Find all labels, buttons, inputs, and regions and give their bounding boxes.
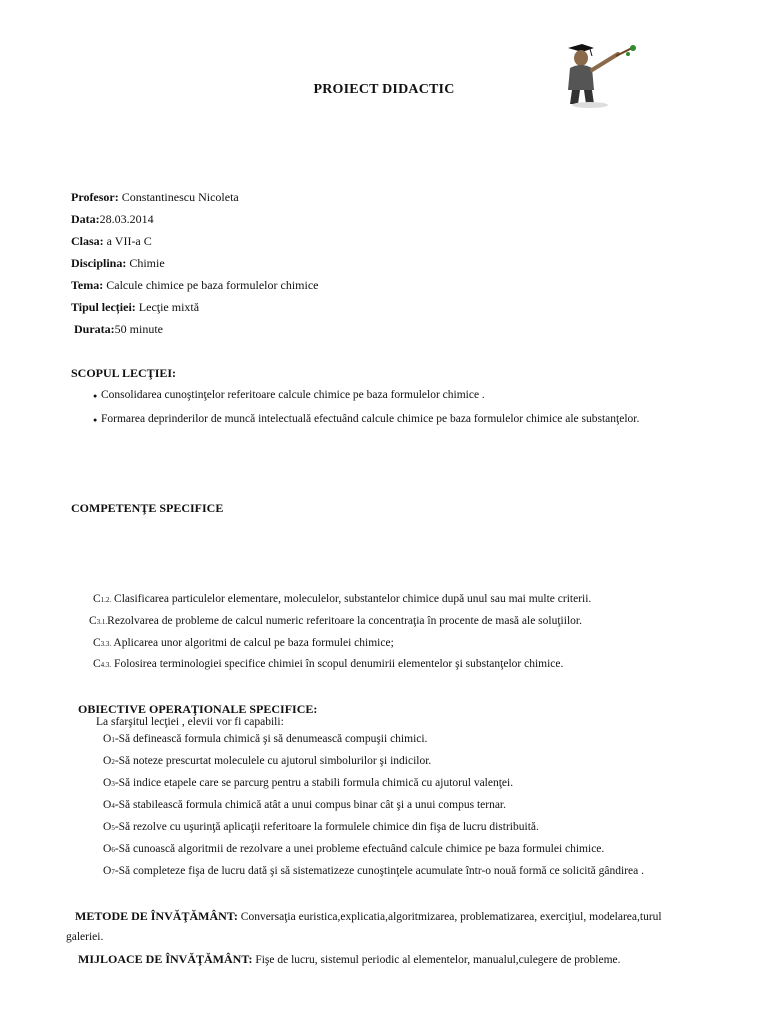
objective-item: O5-Să rezolve cu uşurinţă aplicaţii referitoare la formulele chimice din fişa de lucru distribuită. [103, 821, 539, 833]
info-lesson-type: Tipul lecției: Lecţie mixtă [71, 300, 200, 314]
section-heading-competencies: COMPETENŢE SPECIFICE [71, 501, 224, 515]
info-class: Clasa: a VII-a C [71, 234, 152, 248]
section-heading-objectives: OBIECTIVE OPERAŢIONALE SPECIFICE: [78, 702, 318, 716]
info-professor: Profesor: Constantinescu Nicoleta [71, 190, 239, 204]
objective-item: O7-Să completeze fişa de lucru dată şi să sistematizeze cunoştinţele acumulate într-o nouă formă ce solicită gândirea . [103, 865, 645, 877]
graduate-mascot-icon [560, 44, 640, 108]
objective-item: O3-Să indice etapele care se parcurg pentru a stabili formula chimică cu ajutorul valenţei. [103, 777, 514, 789]
methods-continuation: galeriei. [66, 931, 104, 943]
objectives-intro: La sfarşitul lecţiei , elevii vor fi capabili: [96, 716, 284, 728]
competency-item: C3.3. Aplicarea unor algoritmi de calcul pe baza formulei chimice; [93, 637, 394, 649]
objective-item: O1-Să definească formula chimică şi să denumească compuşii chimici. [103, 733, 428, 745]
competency-item: C4.3. Folosirea terminologiei specifice chimiei în scopul denumirii elementelor şi substanţelor chimice. [93, 658, 564, 670]
list-item: ● Formarea deprinderilor de muncă intelectuală efectuând calcule chimice pe baza formulelor chimice ale substanţelor. [101, 413, 639, 425]
objective-item: O2-Să noteze prescurtat moleculele cu ajutorul simbolurilor şi indicilor. [103, 755, 432, 767]
list-item: ● Consolidarea cunoştinţelor referitoare calcule chimice pe baza formulelor chimice . [101, 389, 485, 401]
competency-item: C1.2. Clasificarea particulelor elementare, moleculelor, substantelor chimice după unul sau mai multe criterii. [93, 593, 592, 605]
info-date: Data:28.03.2014 [71, 212, 154, 226]
info-duration: Durata:50 minute [74, 322, 163, 336]
methods-line: METODE DE ÎNVĂŢĂMÂNT: Conversaţia euristica,explicatia,algoritmizarea, problematizarea, exerciţiul, modelarea,turul [75, 909, 662, 923]
section-heading-scope: SCOPUL LECŢIEI: [71, 366, 177, 380]
info-discipline: Disciplina: Chimie [71, 256, 165, 270]
objective-item: O6-Să cunoască algoritmii de rezolvare a unei probleme efectuând calcule chimice pe baza formulei chimice. [103, 843, 605, 855]
page-title: PROIECT DIDACTIC [313, 82, 455, 97]
objective-item: O4-Să stabilească formula chimică atât a unui compus binar cât şi a unui compus ternar. [103, 799, 507, 811]
means-line: MIJLOACE DE ÎNVĂŢĂMÂNT: Fişe de lucru, sistemul periodic al elementelor, manualul,culegere de probleme. [78, 952, 621, 966]
competency-item: C3.1.Rezolvarea de probleme de calcul numeric referitoare la concentraţia în procente de masă ale soluţiilor. [89, 615, 582, 627]
info-topic: Tema: Calcule chimice pe baza formulelor chimice [71, 278, 319, 292]
